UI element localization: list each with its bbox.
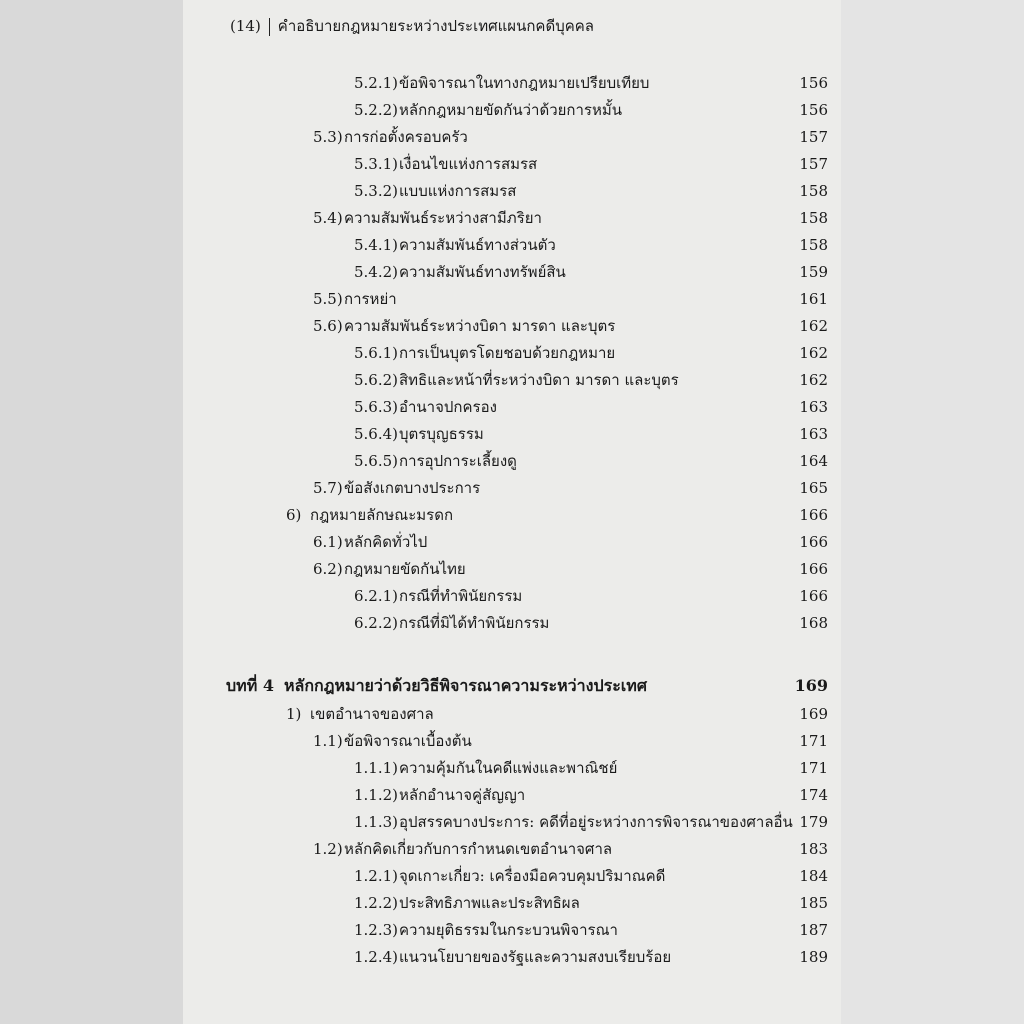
- toc-page-number: 163: [799, 425, 828, 443]
- toc-row: [0, 728, 1024, 754]
- toc-section-number: 5.7): [313, 479, 343, 497]
- toc-page-number: 162: [799, 371, 828, 389]
- toc-section-number: 1.1.3): [354, 813, 399, 831]
- toc-section-number: บทที่ 4: [226, 676, 274, 695]
- toc-section-title: สิทธิและหน้าที่ระหว่างบิดา มารดา และบุตร: [399, 371, 679, 389]
- toc-page-number: 158: [799, 182, 828, 200]
- toc-section-title: ความสัมพันธ์ระหว่างสามีภริยา: [344, 209, 542, 227]
- toc-section-title: กรณีที่ทำพินัยกรรม: [399, 587, 523, 605]
- toc-page-number: 165: [799, 479, 828, 497]
- toc-section-number: 5.6.1): [354, 344, 399, 362]
- toc-section-number: 5.4.2): [354, 263, 399, 281]
- toc-page-number: 179: [799, 813, 828, 831]
- toc-row: [0, 583, 1024, 609]
- toc-page-number: 169: [794, 676, 828, 695]
- toc-section-number: 5.3): [313, 128, 343, 146]
- toc-page-number: 166: [799, 587, 828, 605]
- toc-page-number: 171: [799, 732, 828, 750]
- toc-section-title: กฎหมายขัดกันไทย: [344, 560, 466, 578]
- toc-page-number: 157: [799, 128, 828, 146]
- page-label: (14): [230, 17, 261, 35]
- toc-page-number: 185: [799, 894, 828, 912]
- page-header: [230, 14, 594, 38]
- toc-section-title: ข้อพิจารณาในทางกฎหมายเปรียบเทียบ: [399, 74, 650, 92]
- toc-row: [0, 340, 1024, 366]
- toc-page-number: 156: [799, 74, 828, 92]
- toc-page-number: 163: [799, 398, 828, 416]
- toc-section-number: 5.3.1): [354, 155, 399, 173]
- toc-section-number: 5.6.4): [354, 425, 399, 443]
- toc-page-number: 168: [799, 614, 828, 632]
- toc-section-title: ความสัมพันธ์ทางทรัพย์สิน: [399, 263, 566, 281]
- toc-row: [0, 421, 1024, 447]
- toc-section-title: หลักคิดเกี่ยวกับการกำหนดเขตอำนาจศาล: [344, 840, 613, 858]
- toc-section-title: บุตรบุญธรรม: [399, 425, 484, 443]
- toc-page-number: 171: [799, 759, 828, 777]
- toc-section-number: 5.4): [313, 209, 343, 227]
- toc-section-title: ข้อสังเกตบางประการ: [344, 479, 481, 497]
- toc-page-number: 166: [799, 560, 828, 578]
- toc-section-number: 1.1.1): [354, 759, 399, 777]
- toc-section-number: 1.2.2): [354, 894, 399, 912]
- toc-section-title: การอุปการะเลี้ยงดู: [399, 452, 517, 470]
- toc-section-number: 1.2.3): [354, 921, 399, 939]
- toc-page-number: 156: [799, 101, 828, 119]
- toc-section-title: หลักกฎหมายขัดกันว่าด้วยการหมั้น: [399, 101, 623, 119]
- toc-page-number: 166: [799, 506, 828, 524]
- toc-row: [0, 394, 1024, 420]
- toc-section-title: การหย่า: [344, 290, 397, 308]
- toc-section-title: แบบแห่งการสมรส: [399, 182, 517, 200]
- toc-section-number: 1.1.2): [354, 786, 399, 804]
- toc-section-number: 1.1): [313, 732, 343, 750]
- toc-section-title: ความยุติธรรมในกระบวนพิจารณา: [399, 921, 618, 939]
- toc-section-number: 5.6): [313, 317, 343, 335]
- toc-page-number: 187: [799, 921, 828, 939]
- toc-row: [0, 448, 1024, 474]
- toc-row: [0, 917, 1024, 943]
- toc-page-number: 183: [799, 840, 828, 858]
- toc-section-number: 6.2.2): [354, 614, 399, 632]
- toc-section-title: กรณีที่มิได้ทำพินัยกรรม: [399, 614, 550, 632]
- toc-section-title: การก่อตั้งครอบครัว: [344, 128, 468, 146]
- toc-page-number: 157: [799, 155, 828, 173]
- toc-section-number: 5.2.1): [354, 74, 399, 92]
- toc-row: [0, 755, 1024, 781]
- toc-row: [0, 863, 1024, 889]
- toc-row: [0, 205, 1024, 231]
- toc-row: [0, 232, 1024, 258]
- toc-section-title: ประสิทธิภาพและประสิทธิผล: [399, 894, 580, 912]
- toc-page-number: 189: [799, 948, 828, 966]
- running-title: คำอธิบายกฎหมายระหว่างประเทศแผนกคดีบุคคล: [277, 17, 594, 35]
- toc-row: [0, 124, 1024, 150]
- toc-page-number: 158: [799, 236, 828, 254]
- toc-section-title: ความคุ้มกันในคดีแพ่งและพาณิชย์: [399, 759, 618, 777]
- toc-section-title: แนวนโยบายของรัฐและความสงบเรียบร้อย: [399, 948, 672, 966]
- header-divider: [269, 18, 270, 36]
- toc-row: [0, 259, 1024, 285]
- toc-section-number: 5.3.2): [354, 182, 399, 200]
- toc-row: [0, 836, 1024, 862]
- toc-section-number: 1.2): [313, 840, 343, 858]
- toc-row: [0, 151, 1024, 177]
- toc-section-title: ความสัมพันธ์ระหว่างบิดา มารดา และบุตร: [344, 317, 616, 335]
- toc-section-title: ความสัมพันธ์ทางส่วนตัว: [399, 236, 556, 254]
- toc-section-number: 5.2.2): [354, 101, 399, 119]
- toc-row: [0, 529, 1024, 555]
- toc-section-title: ข้อพิจารณาเบื้องต้น: [344, 732, 472, 750]
- toc-section-number: 5.6.2): [354, 371, 399, 389]
- toc-page-number: 158: [799, 209, 828, 227]
- toc-section-title: กฎหมายลักษณะมรดก: [310, 506, 454, 524]
- toc-row: [0, 502, 1024, 528]
- toc-section-number: 6): [286, 506, 302, 524]
- toc-row: [0, 313, 1024, 339]
- toc-row: [0, 475, 1024, 501]
- toc-section-title: การเป็นบุตรโดยชอบด้วยกฎหมาย: [399, 344, 616, 362]
- toc-row: [0, 178, 1024, 204]
- toc-page-number: 184: [799, 867, 828, 885]
- toc-section-number: 1.2.4): [354, 948, 399, 966]
- toc-page-number: 166: [799, 533, 828, 551]
- toc-page-number: 174: [799, 786, 828, 804]
- toc-section-number: 6.2.1): [354, 587, 399, 605]
- toc-row: [0, 97, 1024, 123]
- toc-section-title: อำนาจปกครอง: [399, 398, 497, 416]
- toc-row: [0, 809, 1024, 835]
- toc-page-number: 161: [799, 290, 828, 308]
- toc-section-title: หลักอำนาจคู่สัญญา: [399, 786, 526, 804]
- toc-row: [0, 944, 1024, 970]
- toc-section-number: 5.4.1): [354, 236, 399, 254]
- toc-section-number: 5.5): [313, 290, 343, 308]
- toc-row: [0, 556, 1024, 582]
- toc-page-number: 162: [799, 317, 828, 335]
- toc-section-title: จุดเกาะเกี่ยว: เครื่องมือควบคุมปริมาณคดี: [399, 867, 666, 885]
- toc-section-number: 5.6.5): [354, 452, 399, 470]
- toc-section-title: เงื่อนไขแห่งการสมรส: [399, 155, 538, 173]
- toc-page-number: 162: [799, 344, 828, 362]
- toc-section-title: หลักคิดทั่วไป: [344, 533, 428, 551]
- toc-section-number: 5.6.3): [354, 398, 399, 416]
- toc-section-number: 6.1): [313, 533, 343, 551]
- toc-row: [0, 782, 1024, 808]
- toc-section-number: 1.2.1): [354, 867, 399, 885]
- toc-section-title: เขตอำนาจของศาล: [310, 705, 434, 723]
- toc-row: [0, 610, 1024, 636]
- toc-page-number: 159: [799, 263, 828, 281]
- toc-page-number: 169: [799, 705, 828, 723]
- toc-page-number: 164: [799, 452, 828, 470]
- toc-chapter-row: [0, 673, 1024, 699]
- toc-section-number: 6.2): [313, 560, 343, 578]
- toc-row: [0, 701, 1024, 727]
- toc-row: [0, 70, 1024, 96]
- toc-section-title: อุปสรรคบางประการ: คดีที่อยู่ระหว่างการพิจารณาของศาลอื่น: [399, 813, 793, 831]
- toc-row: [0, 367, 1024, 393]
- toc-row: [0, 286, 1024, 312]
- toc-section-number: 1): [286, 705, 302, 723]
- toc-section-title: หลักกฎหมายว่าด้วยวิธีพิจารณาความระหว่างประเทศ: [284, 676, 647, 695]
- toc-row: [0, 890, 1024, 916]
